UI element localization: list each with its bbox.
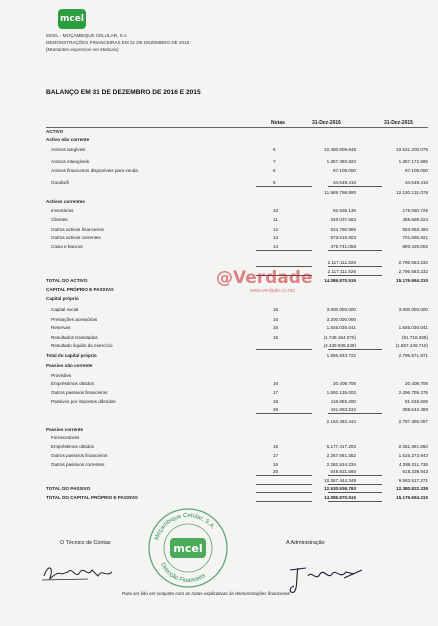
row-value-2015: 2.797.305.067 xyxy=(398,419,428,424)
row-value-2016: 2.257.681.352 xyxy=(326,453,356,458)
subtotal-rule xyxy=(256,250,312,251)
table-row xyxy=(46,477,428,484)
table-row xyxy=(46,179,428,186)
row-note: 16 xyxy=(273,381,279,386)
subtotal-rule xyxy=(256,501,312,502)
table-row xyxy=(46,234,428,241)
row-value-2016: 1.592.135.003 xyxy=(326,390,356,395)
row-label: Total do capital próprio xyxy=(46,353,97,358)
stamp-bottom-text: Direcção Financeira xyxy=(159,561,207,585)
row-note: 11 xyxy=(273,217,278,222)
row-label: Provisões xyxy=(51,373,72,378)
table-row xyxy=(46,207,428,214)
row-value-2016: 12.530.936.793 xyxy=(324,486,356,491)
table-row xyxy=(46,146,428,153)
row-value-2016: 2.163.492.444 xyxy=(326,419,356,424)
subtotal-rule xyxy=(328,275,382,276)
currency-note: (Montantes expressos em Meticais) xyxy=(46,47,119,52)
statements-subtitle: DEMONSTRAÇÕES FINANCEIRAS EM 31 DE DEZEMBRO DE 2016 xyxy=(46,40,190,45)
row-value-2015: 880.429.002 xyxy=(402,244,428,249)
mcel-logo: mcel xyxy=(58,9,86,29)
stamp-top-text: Moçambique Celular, S.A. xyxy=(154,512,216,541)
row-label: Resultado líquido do exercício xyxy=(51,343,113,348)
row-value-2015: 553.963.460 xyxy=(402,227,428,232)
row-note: 28 xyxy=(273,407,279,412)
row-value-2016: 2.117.111.626 xyxy=(327,260,356,265)
row-label: Resultados transitados xyxy=(51,335,98,340)
row-note: 10 xyxy=(273,208,279,213)
row-label: TOTAL DO PASSIVO xyxy=(46,486,91,491)
table-row xyxy=(46,352,428,359)
table-row xyxy=(46,389,428,396)
row-note: 17 xyxy=(273,390,279,395)
row-value-2015: 15.176.694.310 xyxy=(396,495,428,500)
row-value-2015: 4.388.011.736 xyxy=(398,462,428,467)
table-row xyxy=(46,494,428,501)
row-value-2016: 14.086.870.515 xyxy=(324,495,356,500)
subtotal-rule xyxy=(328,186,382,187)
row-value-2016: (4.439.938.249) xyxy=(323,343,356,348)
row-value-2016: 34.649.418 xyxy=(333,180,356,185)
table-row xyxy=(46,216,428,223)
row-label: Activos correntes xyxy=(46,199,85,204)
row-note: 18 xyxy=(273,399,279,404)
row-note: 17 xyxy=(273,453,279,458)
table-row xyxy=(46,380,428,387)
row-value-2016: 2.282.534.234 xyxy=(326,462,356,467)
row-value-2016: 118.955.200 xyxy=(330,399,356,404)
row-value-2015: 175.060.725 xyxy=(402,208,428,213)
subtotal-rule xyxy=(328,349,382,350)
row-label: Activos tangíveis xyxy=(51,147,86,152)
balance-sheet-title: BALANÇO EM 31 DE DEZEMBRO DE 2016 E 2015 xyxy=(46,89,201,96)
subtotal-rule xyxy=(256,492,312,493)
row-value-2015: 1.515.273.943 xyxy=(398,453,428,458)
col-notes-header: Notas xyxy=(271,120,285,126)
table-row xyxy=(46,259,428,266)
row-value-2016: 11.969.758.890 xyxy=(324,190,356,195)
administration-signature xyxy=(284,562,368,596)
table-row xyxy=(46,316,428,323)
table-row xyxy=(46,167,428,174)
table-row xyxy=(46,128,428,135)
subtotal-rule xyxy=(256,349,312,350)
row-value-2016: 10.367.444.349 xyxy=(324,478,356,483)
accountant-label: O Técnico de Contas xyxy=(60,540,111,546)
row-value-2015: 2.795.871.971 xyxy=(398,353,428,358)
row-value-2015: 81.648.606 xyxy=(405,399,428,404)
row-value-2016: 20.408.709 xyxy=(333,381,356,386)
subtotal-rule xyxy=(328,475,382,476)
table-row xyxy=(46,342,428,349)
row-label: Outros passivos financeiros xyxy=(51,390,108,395)
row-value-2016: 2.117.111.626 xyxy=(327,269,356,274)
row-value-2015: (1.657.449.710) xyxy=(395,343,428,348)
row-note: 8 xyxy=(273,168,276,173)
row-label: ACTIVO xyxy=(46,129,64,134)
stamp-center-text: mcel xyxy=(173,542,203,555)
row-note: 13 xyxy=(273,235,279,240)
row-note: 7 xyxy=(273,159,276,164)
row-label: Outros passivos correntes xyxy=(51,462,105,467)
row-value-2016: 1.545.036.041 xyxy=(326,325,356,330)
row-note: 14 xyxy=(273,244,279,249)
row-note: 16 xyxy=(273,325,279,330)
row-label: Reservas xyxy=(51,325,71,330)
row-label: Passivo corrente xyxy=(46,427,84,432)
table-row xyxy=(46,189,428,196)
row-value-2016: (1.749.164.070) xyxy=(323,335,356,340)
table-row xyxy=(46,362,428,369)
row-note: 12 xyxy=(273,227,279,232)
table-row xyxy=(46,452,428,459)
table-row xyxy=(46,398,428,405)
table-row xyxy=(46,406,428,413)
row-label: Activos intangíveis xyxy=(51,159,90,164)
row-value-2015: 34.649.418 xyxy=(405,180,428,185)
row-label: Inventários xyxy=(51,208,74,213)
table-row xyxy=(46,243,428,250)
row-label: CAPITAL PRÓPRIO E PASSIVO xyxy=(46,287,114,292)
row-value-2015: 618.339.943 xyxy=(402,469,428,474)
subtotal-rule xyxy=(328,250,382,251)
row-value-2015: 9.583.517.271 xyxy=(398,478,428,483)
row-value-2016: 1.357.390.823 xyxy=(326,159,356,164)
table-row xyxy=(46,461,428,468)
row-value-2016: 92.535.146 xyxy=(333,208,356,213)
subtotal-rule xyxy=(328,492,382,493)
col-2016-header: 31-Dez-2016 xyxy=(312,120,341,126)
row-value-2015: 2.061.991.650 xyxy=(398,444,428,449)
table-row xyxy=(46,306,428,313)
row-label: Activo não corrente xyxy=(46,137,90,142)
row-label: TOTAL DO CAPITAL PRÓPRIO E PASSIVO xyxy=(46,495,138,500)
subtotal-rule xyxy=(256,266,312,267)
row-note: 15 xyxy=(273,317,279,322)
table-row xyxy=(46,334,428,341)
footer-note: Para ser lido em conjunto com as notas explicativas às demonstrações financeiras xyxy=(122,591,291,596)
row-label: Outros activos financeiros xyxy=(51,227,104,232)
table-row xyxy=(46,198,428,205)
row-value-2015: 1.545.036.041 xyxy=(398,325,428,330)
row-note: 18 xyxy=(273,462,279,467)
row-value-2016: 14.086.870.515 xyxy=(324,278,356,283)
table-row xyxy=(46,136,428,143)
row-value-2015: 12.380.822.339 xyxy=(396,486,428,491)
row-value-2016: 5.177.417.203 xyxy=(326,444,356,449)
row-value-2016: 1.555.933.722 xyxy=(326,353,356,358)
row-value-2016: 97.109.000 xyxy=(333,168,356,173)
subtotal-rule xyxy=(256,186,312,187)
table-row xyxy=(46,468,428,475)
table-row xyxy=(46,324,428,331)
row-value-2015: 1.357.172.585 xyxy=(398,159,428,164)
row-value-2015: 2.796.563.232 xyxy=(398,260,428,265)
subtotal-rule xyxy=(328,501,382,502)
row-note: 15 xyxy=(273,307,279,312)
subtotal-rule xyxy=(328,266,382,267)
row-value-2015: 97.109.000 xyxy=(405,168,428,173)
row-value-2015: 485.569.224 xyxy=(402,217,428,222)
table-row xyxy=(46,372,428,379)
row-note: 9 xyxy=(273,180,276,185)
verdade-url: www.verdade.co.mz xyxy=(250,288,295,294)
row-value-2015: 20.408.709 xyxy=(405,381,428,386)
row-value-2015: 701.580.821 xyxy=(402,235,428,240)
row-value-2016: 649.831.560 xyxy=(330,469,356,474)
company-stamp xyxy=(147,507,229,589)
row-value-2015: 10.531.200.075 xyxy=(396,147,428,152)
row-value-2016: 431.993.532 xyxy=(330,407,356,412)
row-note: 6 xyxy=(273,147,276,152)
row-label: Outros activos correntes xyxy=(51,235,101,240)
row-label: Capital próprio xyxy=(46,296,79,301)
row-value-2016: 3.000.000.000 xyxy=(326,307,356,312)
row-label: Empréstimos obtidos xyxy=(51,381,94,386)
table-row xyxy=(46,434,428,441)
table-row xyxy=(46,443,428,450)
row-value-2015: 2.296.705.275 xyxy=(398,390,428,395)
administration-label: A Administração xyxy=(286,540,325,546)
row-note: 20 xyxy=(273,469,279,474)
accountant-signature xyxy=(40,562,120,584)
row-value-2016: 475.741.058 xyxy=(330,244,356,249)
table-row xyxy=(46,426,428,433)
table-row xyxy=(46,485,428,492)
table-row xyxy=(46,158,428,165)
row-label: Passivos por impostos diferidos xyxy=(51,399,116,404)
row-label: Caixa e bancos xyxy=(51,244,83,249)
row-value-2015: 3.000.000.000 xyxy=(398,307,428,312)
row-label: TOTAL DO ACTIVO xyxy=(46,278,88,283)
row-value-2015: (91.718.365) xyxy=(401,335,428,340)
subtotal-rule xyxy=(256,475,312,476)
row-value-2015: 15.176.694.310 xyxy=(396,278,428,283)
row-label: Outros passivos financeiros xyxy=(51,453,108,458)
row-value-2016: 340.037.563 xyxy=(330,217,356,222)
row-value-2015: 12.120.131.078 xyxy=(396,190,428,195)
row-label: Fornecedores xyxy=(51,435,80,440)
row-value-2015: 398.542.388 xyxy=(402,407,428,412)
subtotal-rule xyxy=(256,413,312,414)
col-2015-header: 31-Dez-2015 xyxy=(384,120,413,126)
row-label: Passivo não corrente xyxy=(46,363,93,368)
row-label: Clientes xyxy=(51,217,68,222)
row-value-2016: 10.480.809.648 xyxy=(324,147,356,152)
row-note: 19 xyxy=(273,444,279,449)
row-value-2016: 3.200.000.000 xyxy=(326,317,356,322)
verdade-watermark: @Verdade xyxy=(216,268,313,288)
row-value-2015: 2.796.563.232 xyxy=(398,269,428,274)
subtotal-rule xyxy=(328,413,382,414)
row-label: Capital social xyxy=(51,307,79,312)
row-label: Activos financeiros disponíveis para venda xyxy=(51,168,138,173)
table-row xyxy=(46,226,428,233)
row-label: Prestações acessórias xyxy=(51,317,98,322)
table-row xyxy=(46,295,428,302)
row-label: Goodwill xyxy=(51,180,69,185)
row-value-2016: 534.760.965 xyxy=(330,227,356,232)
company-name: MCEL - MOÇAMBIQUE CELULAR, S.A xyxy=(46,33,128,38)
row-note: 15 xyxy=(273,335,279,340)
row-label: Empréstimos obtidos xyxy=(51,444,94,449)
table-row xyxy=(46,418,428,425)
row-value-2016: 673.516.903 xyxy=(330,235,356,240)
